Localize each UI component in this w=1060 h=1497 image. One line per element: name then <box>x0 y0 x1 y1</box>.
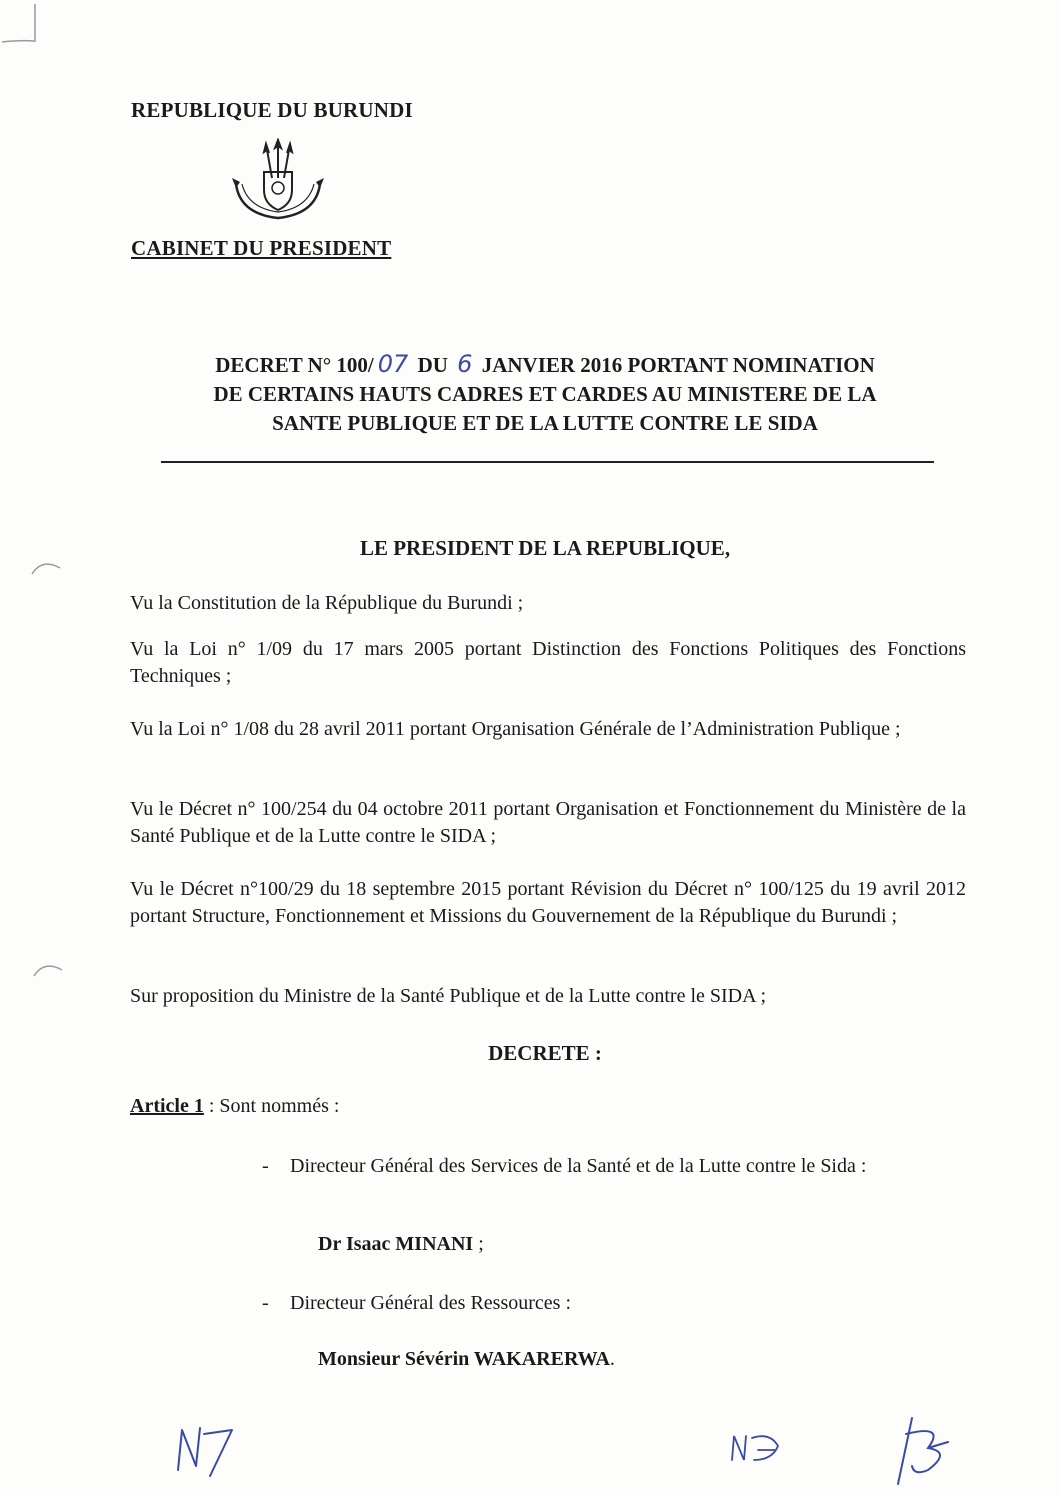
article-1-intro-text: : Sont nommés : <box>203 1095 340 1117</box>
vu-paragraph-loi-2011: Vu la Loi n° 1/08 du 28 avril 2011 portant Organisation Générale de l’Administration Publique ; <box>130 718 901 740</box>
decree-title <box>120 350 970 438</box>
title-line-1 <box>120 350 970 380</box>
appointment-post-1 <box>262 1153 966 1180</box>
article-1-label: Article 1 <box>130 1095 204 1117</box>
title-du: DU <box>417 353 448 377</box>
handwritten-initials-left <box>170 1420 240 1480</box>
handwritten-day: 6 <box>457 350 473 378</box>
vu-paragraph-loi-2005: Vu la Loi n° 1/09 du 17 mars 2005 portant Distinction des Fonctions Politiques des Fonctions Techniques ; <box>130 638 966 687</box>
list-dash: - <box>262 1155 269 1177</box>
decrete-heading: DECRETE : <box>488 1041 602 1065</box>
president-heading: LE PRESIDENT DE LA REPUBLIQUE, <box>359 536 731 560</box>
title-prefix: DECRET N° 100/ <box>215 353 374 377</box>
post-title: Directeur Général des Services de la Santé et de la Lutte contre le Sida : <box>290 1155 867 1177</box>
vu-paragraph-decret-2015: Vu le Décret n°100/29 du 18 septembre 2015 portant Révision du Décret n° 100/125 du 19 avril 2012 portant Structure, Fonctionnement et Missions du Gouvernement de la République du Burundi ; <box>130 878 966 927</box>
title-line-2: DE CERTAINS HAUTS CADRES ET CARDES AU MINISTERE DE LA <box>213 382 877 406</box>
appointment-post-2 <box>262 1290 966 1317</box>
title-line-3: SANTE PUBLIQUE ET DE LA LUTTE CONTRE LE SIDA <box>272 411 818 435</box>
burundi-coat-of-arms-seal <box>228 138 328 230</box>
handwritten-initials-right <box>888 1412 958 1490</box>
punch-hole-mark <box>28 556 64 578</box>
appointee-2 <box>318 1348 615 1371</box>
handwritten-decree-number: 07 <box>377 350 409 378</box>
vu-paragraph-decret-2011: Vu le Décret n° 100/254 du 04 octobre 2011 portant Organisation et Fonctionnement du Ministère de la Santé Publique et de la Lutte contre le SIDA ; <box>130 798 966 847</box>
handwritten-initials-middle <box>728 1430 786 1466</box>
punch-hole-mark <box>30 958 66 980</box>
appointee-name: Dr Isaac MINANI <box>318 1233 474 1255</box>
cabinet-heading: CABINET DU PRESIDENT <box>131 236 392 260</box>
title-divider <box>161 461 934 463</box>
appointee-suffix: ; <box>473 1233 484 1255</box>
appointee-suffix: . <box>609 1348 615 1370</box>
proposition-paragraph: Sur proposition du Ministre de la Santé Publique et de la Lutte contre le SIDA ; <box>130 985 767 1007</box>
vu-paragraph-constitution: Vu la Constitution de la République du Burundi ; <box>130 592 524 614</box>
post-title: Directeur Général des Ressources : <box>290 1292 571 1314</box>
republic-heading: REPUBLIQUE DU BURUNDI <box>131 98 413 122</box>
scan-edge-mark <box>0 0 40 50</box>
appointee-name: Monsieur Sévérin WAKARERWA <box>318 1348 610 1370</box>
appointee-1 <box>318 1233 484 1256</box>
title-line1-rest: JANVIER 2016 PORTANT NOMINATION <box>481 353 875 377</box>
list-dash: - <box>262 1292 269 1314</box>
article-1-intro <box>130 1095 339 1118</box>
